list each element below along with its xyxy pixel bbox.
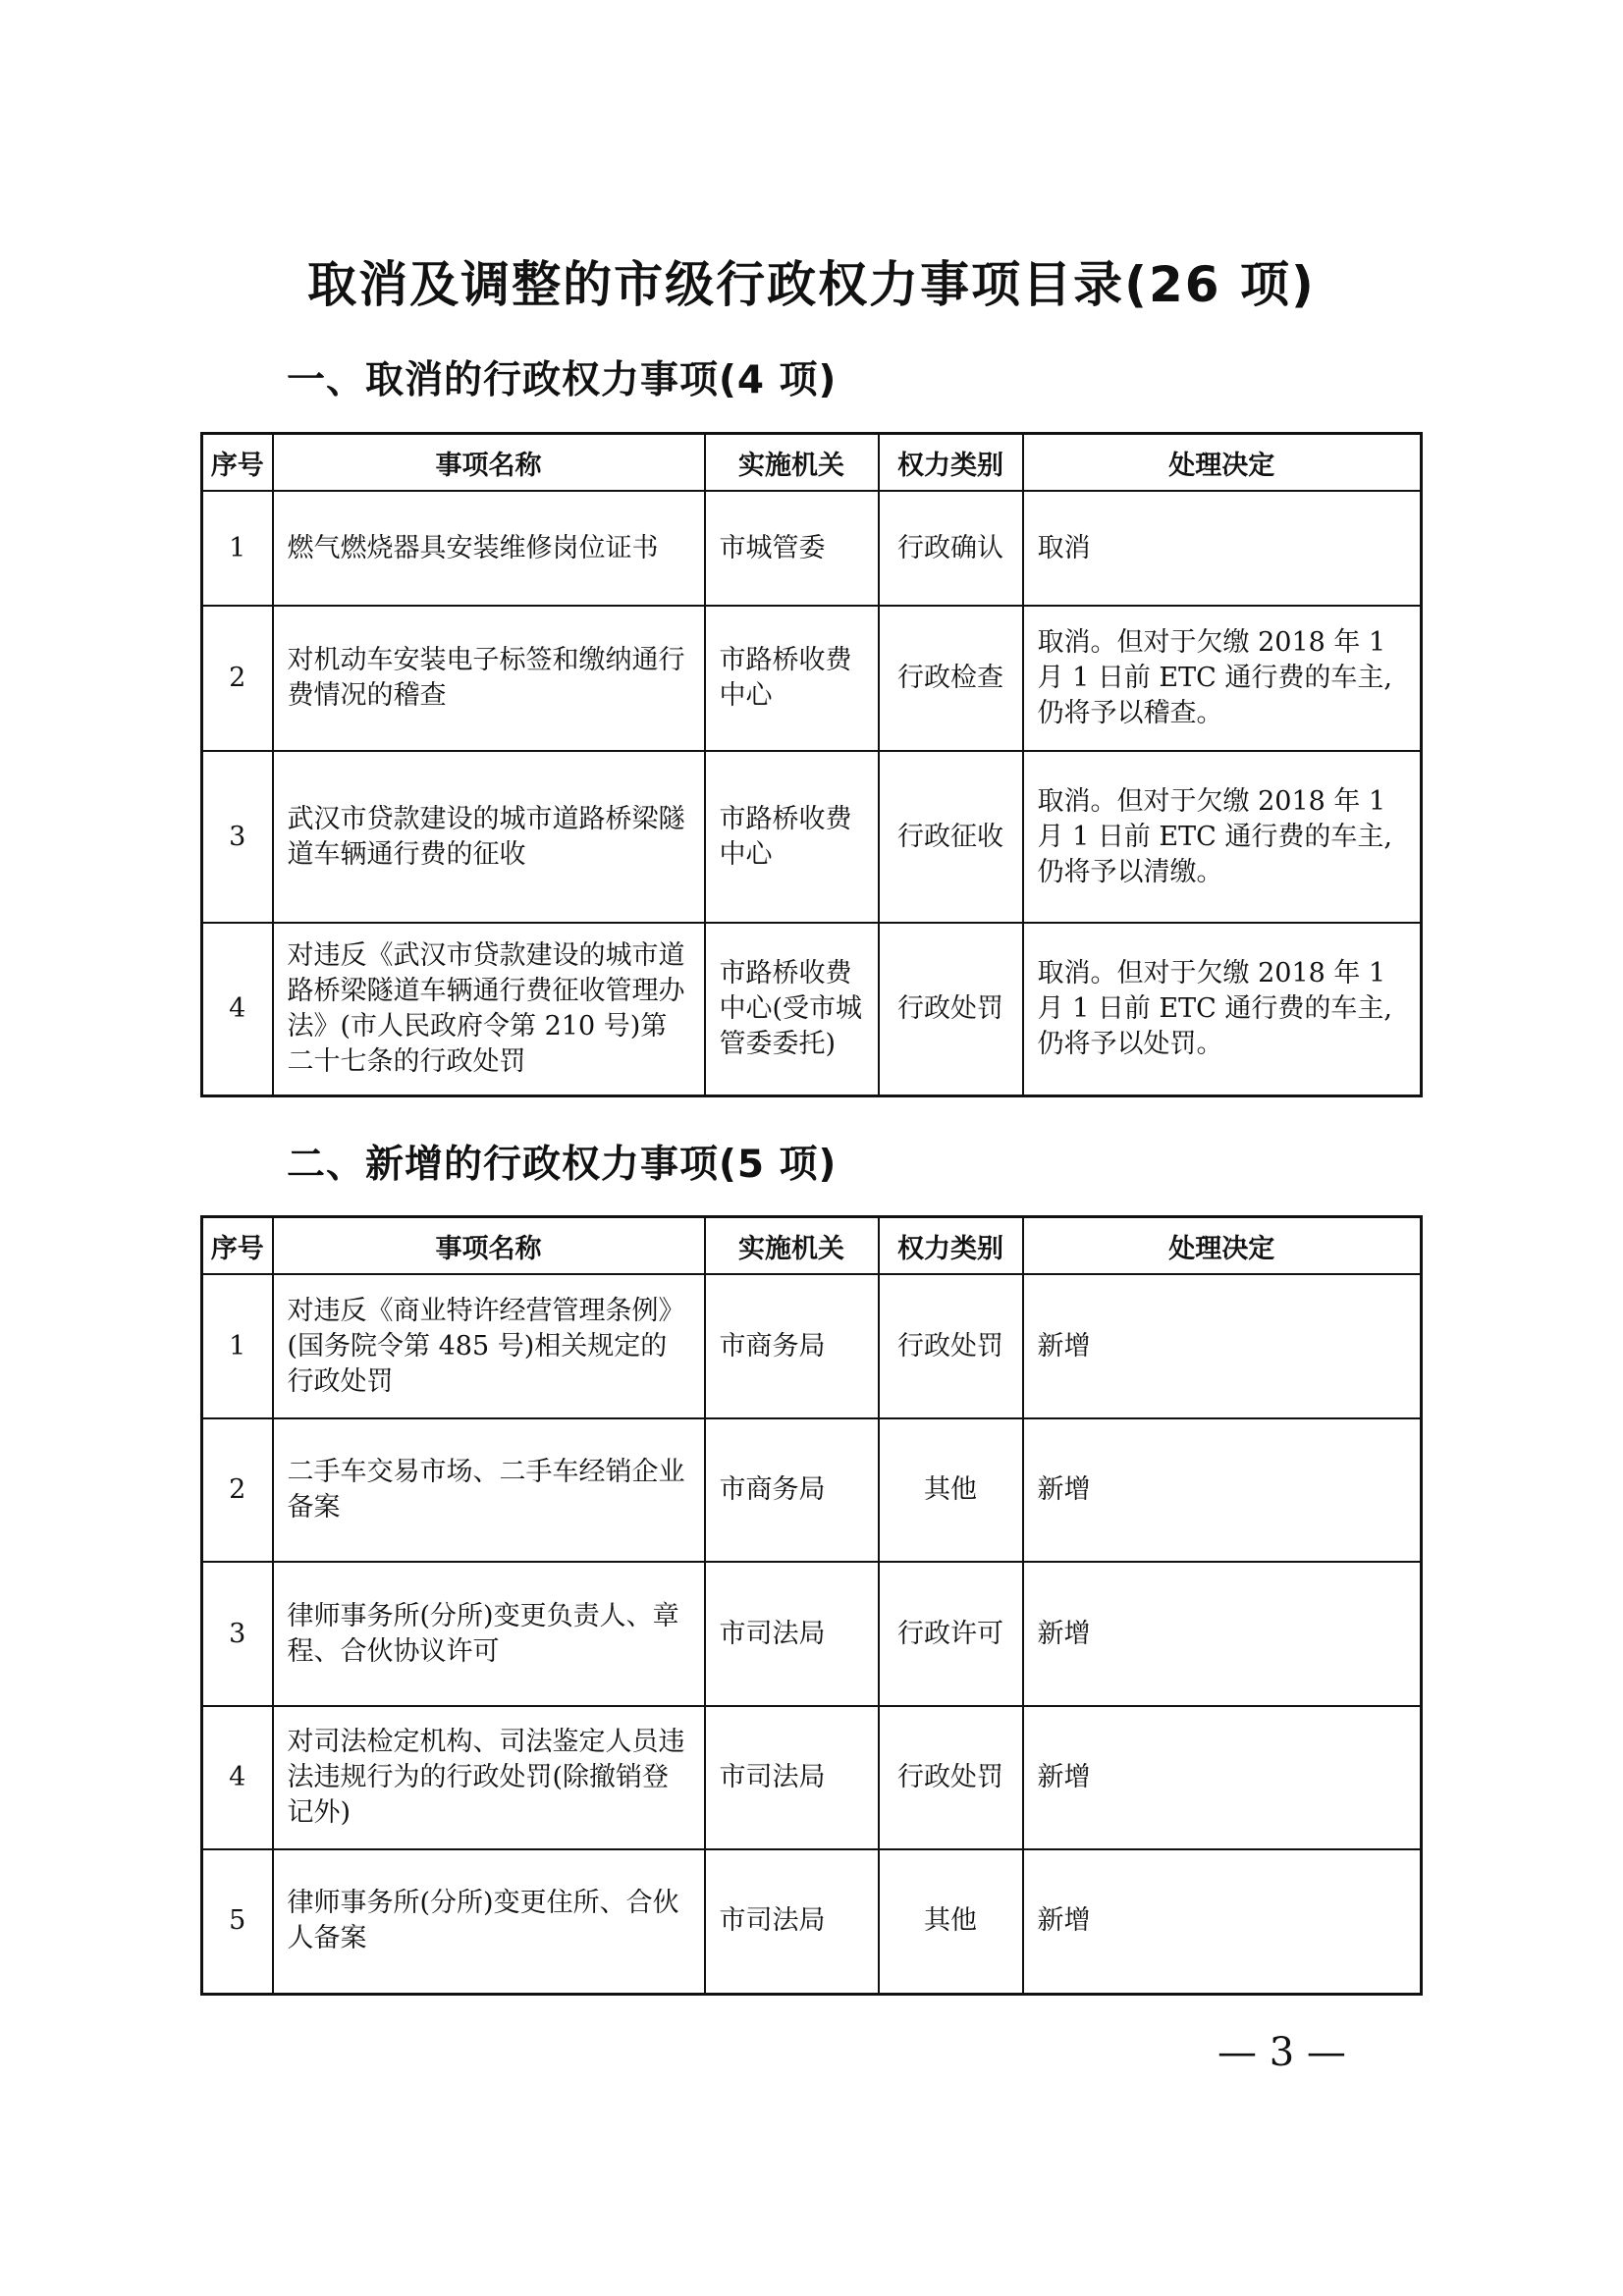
cell-org: 市司法局 [705, 1562, 879, 1706]
header-org: 实施机关 [705, 434, 879, 492]
table-row [202, 1562, 1422, 1706]
cell-decision: 取消。但对于欠缴 2018 年 1 月 1 日前 ETC 通行费的车主,仍将予以处罚。 [1023, 923, 1422, 1095]
cell-category: 其他 [879, 1418, 1023, 1562]
section-title-cancelled: 一、取消的行政权力事项(4 项) [287, 358, 838, 402]
table-row [202, 1706, 1422, 1849]
cell-decision: 取消。但对于欠缴 2018 年 1 月 1 日前 ETC 通行费的车主,仍将予以稽查。 [1023, 606, 1422, 751]
cell-org: 市司法局 [705, 1849, 879, 1994]
cell-org: 市商务局 [705, 1418, 879, 1562]
cell-org: 市商务局 [705, 1274, 879, 1418]
cell-no: 4 [202, 1706, 273, 1849]
header-org: 实施机关 [705, 1217, 879, 1275]
header-category: 权力类别 [879, 1217, 1023, 1275]
header-name: 事项名称 [273, 434, 705, 492]
cell-org: 市路桥收费中心 [705, 606, 879, 751]
cell-category: 行政处罚 [879, 1274, 1023, 1418]
table-header-row [202, 434, 1422, 492]
cell-decision: 取消 [1023, 491, 1422, 606]
cell-decision: 新增 [1023, 1706, 1422, 1849]
cell-no: 2 [202, 606, 273, 751]
table-row [202, 1274, 1422, 1418]
cell-category: 行政确认 [879, 491, 1023, 606]
cell-category: 行政处罚 [879, 1706, 1023, 1849]
cell-org: 市城管委 [705, 491, 879, 606]
section-title-added: 二、新增的行政权力事项(5 项) [287, 1143, 838, 1187]
cell-name: 对机动车安装电子标签和缴纳通行费情况的稽查 [273, 606, 705, 751]
table-row [202, 923, 1422, 1095]
cell-name: 燃气燃烧器具安装维修岗位证书 [273, 491, 705, 606]
document-title: 取消及调整的市级行政权力事项目录(26 项) [307, 256, 1316, 313]
cell-no: 3 [202, 751, 273, 923]
cell-name: 对违反《武汉市贷款建设的城市道路桥梁隧道车辆通行费征收管理办法》(市人民政府令第 210 号)第二十七条的行政处罚 [273, 923, 705, 1095]
header-no: 序号 [202, 1217, 273, 1275]
header-no: 序号 [202, 434, 273, 492]
cell-no: 1 [202, 1274, 273, 1418]
cell-no: 2 [202, 1418, 273, 1562]
cell-org: 市路桥收费中心 [705, 751, 879, 923]
cell-decision: 新增 [1023, 1849, 1422, 1994]
table-row [202, 1849, 1422, 1994]
cell-org: 市司法局 [705, 1706, 879, 1849]
cell-name: 律师事务所(分所)变更负责人、章程、合伙协议许可 [273, 1562, 705, 1706]
cell-decision: 新增 [1023, 1274, 1422, 1418]
cell-no: 4 [202, 923, 273, 1095]
cell-category: 行政征收 [879, 751, 1023, 923]
cancelled-items-table [200, 432, 1423, 1097]
cell-name: 武汉市贷款建设的城市道路桥梁隧道车辆通行费的征收 [273, 751, 705, 923]
page-number: — 3 — [1217, 2030, 1346, 2075]
table-row [202, 1418, 1422, 1562]
cell-category: 行政处罚 [879, 923, 1023, 1095]
table-header-row [202, 1217, 1422, 1275]
cell-org: 市路桥收费中心(受市城管委委托) [705, 923, 879, 1095]
cell-decision: 新增 [1023, 1418, 1422, 1562]
table-row [202, 751, 1422, 923]
cell-decision: 新增 [1023, 1562, 1422, 1706]
table-row [202, 491, 1422, 606]
header-decision: 处理决定 [1023, 434, 1422, 492]
cell-name: 对司法检定机构、司法鉴定人员违法违规行为的行政处罚(除撤销登记外) [273, 1706, 705, 1849]
cell-decision: 取消。但对于欠缴 2018 年 1 月 1 日前 ETC 通行费的车主,仍将予以清缴。 [1023, 751, 1422, 923]
cell-no: 3 [202, 1562, 273, 1706]
cell-no: 1 [202, 491, 273, 606]
cell-category: 行政许可 [879, 1562, 1023, 1706]
cell-category: 行政检查 [879, 606, 1023, 751]
table-row [202, 606, 1422, 751]
header-name: 事项名称 [273, 1217, 705, 1275]
added-items-table [200, 1215, 1423, 1996]
cell-name: 律师事务所(分所)变更住所、合伙人备案 [273, 1849, 705, 1994]
cell-no: 5 [202, 1849, 273, 1994]
header-decision: 处理决定 [1023, 1217, 1422, 1275]
cell-name: 对违反《商业特许经营管理条例》(国务院令第 485 号)相关规定的行政处罚 [273, 1274, 705, 1418]
header-category: 权力类别 [879, 434, 1023, 492]
cell-name: 二手车交易市场、二手车经销企业备案 [273, 1418, 705, 1562]
cell-category: 其他 [879, 1849, 1023, 1994]
